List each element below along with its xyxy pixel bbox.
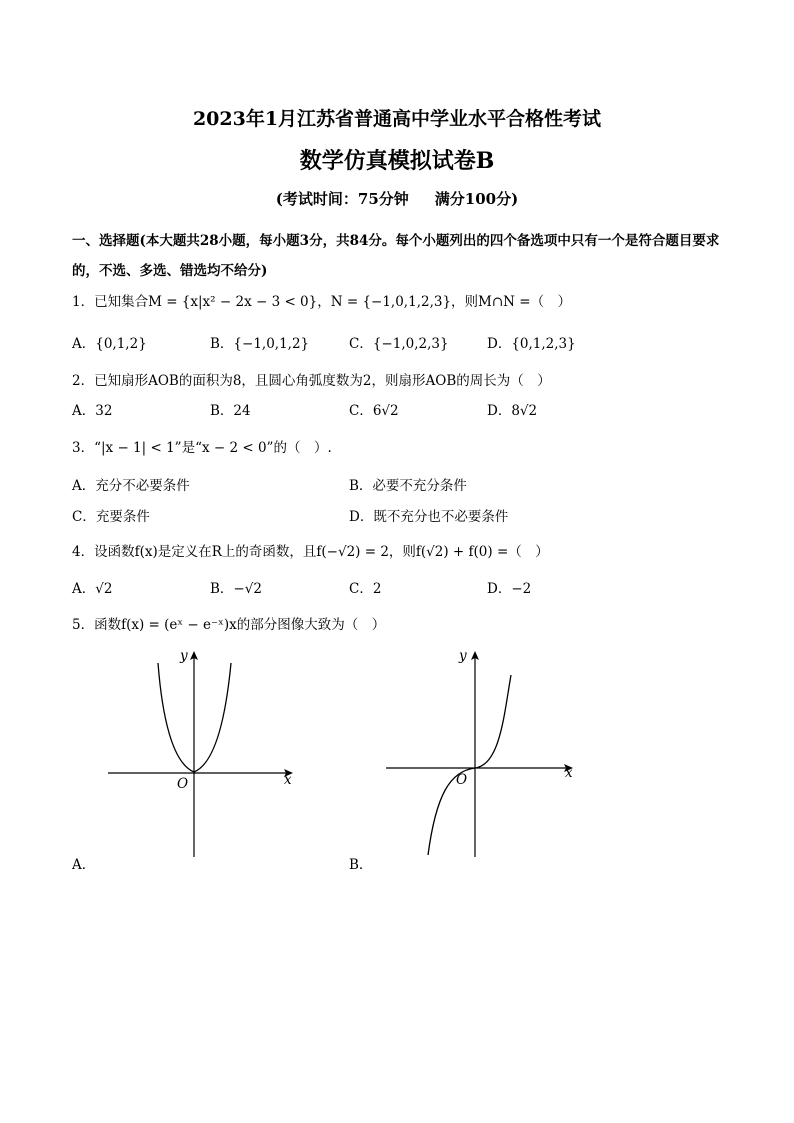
exam-info [0, 188, 794, 209]
question-2-option-c: C．6√2 [349, 403, 399, 419]
question-1-option-b: B．{−1,0,1,2} [210, 336, 310, 352]
question-4-option-d: D．−2 [487, 581, 532, 597]
question-1-option-d: D．{0,1,2,3} [487, 336, 576, 352]
question-5-option-a: A． [72, 857, 96, 873]
graph-a [100, 645, 300, 860]
graph-a-x-label: x [284, 772, 292, 788]
question-1-option-c: C．{−1,0,2,3} [349, 336, 449, 352]
graph-b-x-label: x [565, 765, 573, 781]
graph-a-origin-label: O [177, 776, 189, 792]
full-score: 满分100分) [434, 190, 519, 208]
exam-time: (考试时间：75分钟 [275, 190, 409, 208]
question-2-option-a: A．32 [72, 403, 113, 419]
graph-b-y-label: y [459, 648, 467, 664]
exam-title: 2023年1月江苏省普通高中学业水平合格性考试 [192, 108, 602, 130]
question-2-option-d: D．8√2 [487, 403, 538, 419]
question-4-option-b: B．−√2 [210, 581, 262, 597]
exam-subtitle: 数学仿真模拟试卷B [299, 148, 495, 174]
graph-b-curve [428, 675, 511, 855]
question-3-stem: 3．“|x − 1| < 1”是“x − 2 < 0”的（ ）. [72, 440, 332, 456]
question-3-option-a: A．充分不必要条件 [72, 478, 190, 494]
question-4-stem: 4．设函数f(x)是定义在R上的奇函数，且f(−√2) = 2，则f(√2) + f(0) =（ ） [72, 544, 549, 560]
graph-b [380, 645, 580, 860]
question-3-option-c: C．充要条件 [72, 509, 150, 525]
question-5-stem: 5．函数f(x) = (eˣ − e⁻ˣ)x的部分图像大致为（ ） [72, 617, 386, 633]
question-4-option-a: A．√2 [72, 581, 113, 597]
question-3-option-d: D．既不充分也不必要条件 [349, 509, 509, 525]
question-2-stem: 2．已知扇形AOB的面积为8，且圆心角弧度数为2，则扇形AOB的周长为（ ） [72, 373, 551, 389]
question-5-option-b: B． [349, 857, 373, 873]
section-heading: 一、选择题(本大题共28小题，每小题3分，共84分。每个小题列出的四个备选项中只有一个是符合题目要求的，不选、多选、错选均不给分) [72, 233, 720, 279]
question-1-stem: 1．已知集合M = {x|x² − 2x − 3 < 0}，N = {−1,0,1,2,3}，则M∩N =（ ） [72, 294, 572, 310]
graph-b-origin-label: O [456, 772, 468, 788]
question-3-option-b: B．必要不充分条件 [349, 478, 467, 494]
graph-a-y-label: y [180, 648, 188, 664]
question-4-option-c: C．2 [349, 581, 382, 597]
question-2-option-b: B．24 [210, 403, 251, 419]
question-1-option-a: A．{0,1,2} [72, 336, 147, 352]
